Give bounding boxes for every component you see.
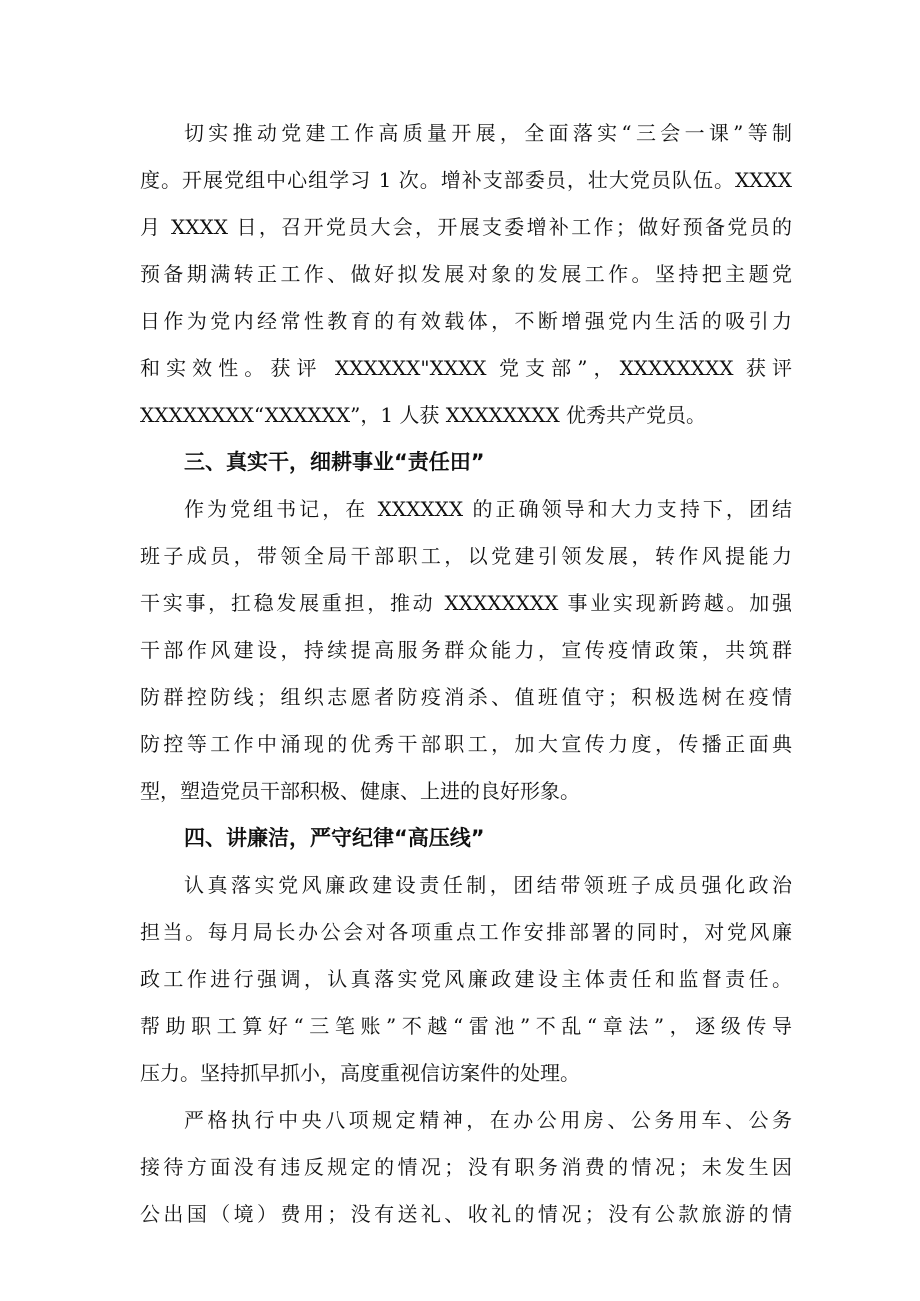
paragraph-line: 认真落实党风廉政建设责任制，团结带领班子成员强化政治: [184, 873, 792, 897]
paragraph-line: 公出国（境）费用；没有送礼、收礼的情况；没有公款旅游的情: [140, 1202, 792, 1226]
paragraph-line: 防群控防线；组织志愿者防疫消杀、值班值守；积极选树在疫情: [140, 685, 792, 709]
paragraph-line: XXXXXXXX“XXXXXX”，1 人获 XXXXXXXX 优秀共产党员。: [140, 403, 707, 427]
section-heading: 三、真实干，细耕事业“责任田”: [184, 450, 485, 474]
paragraph-line: 型，塑造党员干部积极、健康、上进的良好形象。: [140, 779, 580, 803]
paragraph-line: 严格执行中央八项规定精神，在办公用房、公务用车、公务: [184, 1108, 792, 1132]
paragraph-line: 担当。每月局长办公会对各项重点工作安排部署的同时，对党风廉: [140, 920, 792, 944]
paragraph-line: 干部作风建设，持续提高服务群众能力，宣传疫情政策，共筑群: [140, 638, 792, 662]
paragraph-line: 预备期满转正工作、做好拟发展对象的发展工作。坚持把主题党: [140, 262, 792, 286]
paragraph-line: 政工作进行强调，认真落实党风廉政建设主体责任和监督责任。: [140, 967, 792, 991]
paragraph-line: 度。开展党组中心组学习 1 次。增补支部委员，壮大党员队伍。XXXX: [140, 168, 792, 192]
paragraph-line: 压力。坚持抓早抓小，高度重视信访案件的处理。: [140, 1061, 580, 1085]
section-heading: 四、讲廉洁，严守纪律“高压线”: [184, 826, 485, 850]
paragraph-line: 防控等工作中涌现的优秀干部职工，加大宣传力度，传播正面典: [140, 732, 792, 756]
paragraph-line: 和实效性。获评 XXXXXX"XXXX 党支部”，XXXXXXXX 获评: [140, 356, 792, 380]
paragraph-line: 日作为党内经常性教育的有效载体，不断增强党内生活的吸引力: [140, 309, 792, 333]
paragraph-line: 切实推动党建工作高质量开展，全面落实“三会一课”等制: [184, 121, 792, 145]
paragraph-line: 帮助职工算好“三笔账”不越“雷池”不乱“章法”，逐级传导: [140, 1014, 792, 1038]
paragraph-line: 干实事，扛稳发展重担，推动 XXXXXXXX 事业实现新跨越。加强: [140, 591, 792, 615]
paragraph-line: 班子成员，带领全局干部职工，以党建引领发展，转作风提能力: [140, 544, 792, 568]
paragraph-line: 接待方面没有违反规定的情况；没有职务消费的情况；未发生因: [140, 1155, 792, 1179]
paragraph-line: 作为党组书记，在 XXXXXX 的正确领导和大力支持下，团结: [184, 497, 792, 521]
paragraph-line: 月 XXXX 日，召开党员大会，开展支委增补工作；做好预备党员的: [140, 215, 792, 239]
